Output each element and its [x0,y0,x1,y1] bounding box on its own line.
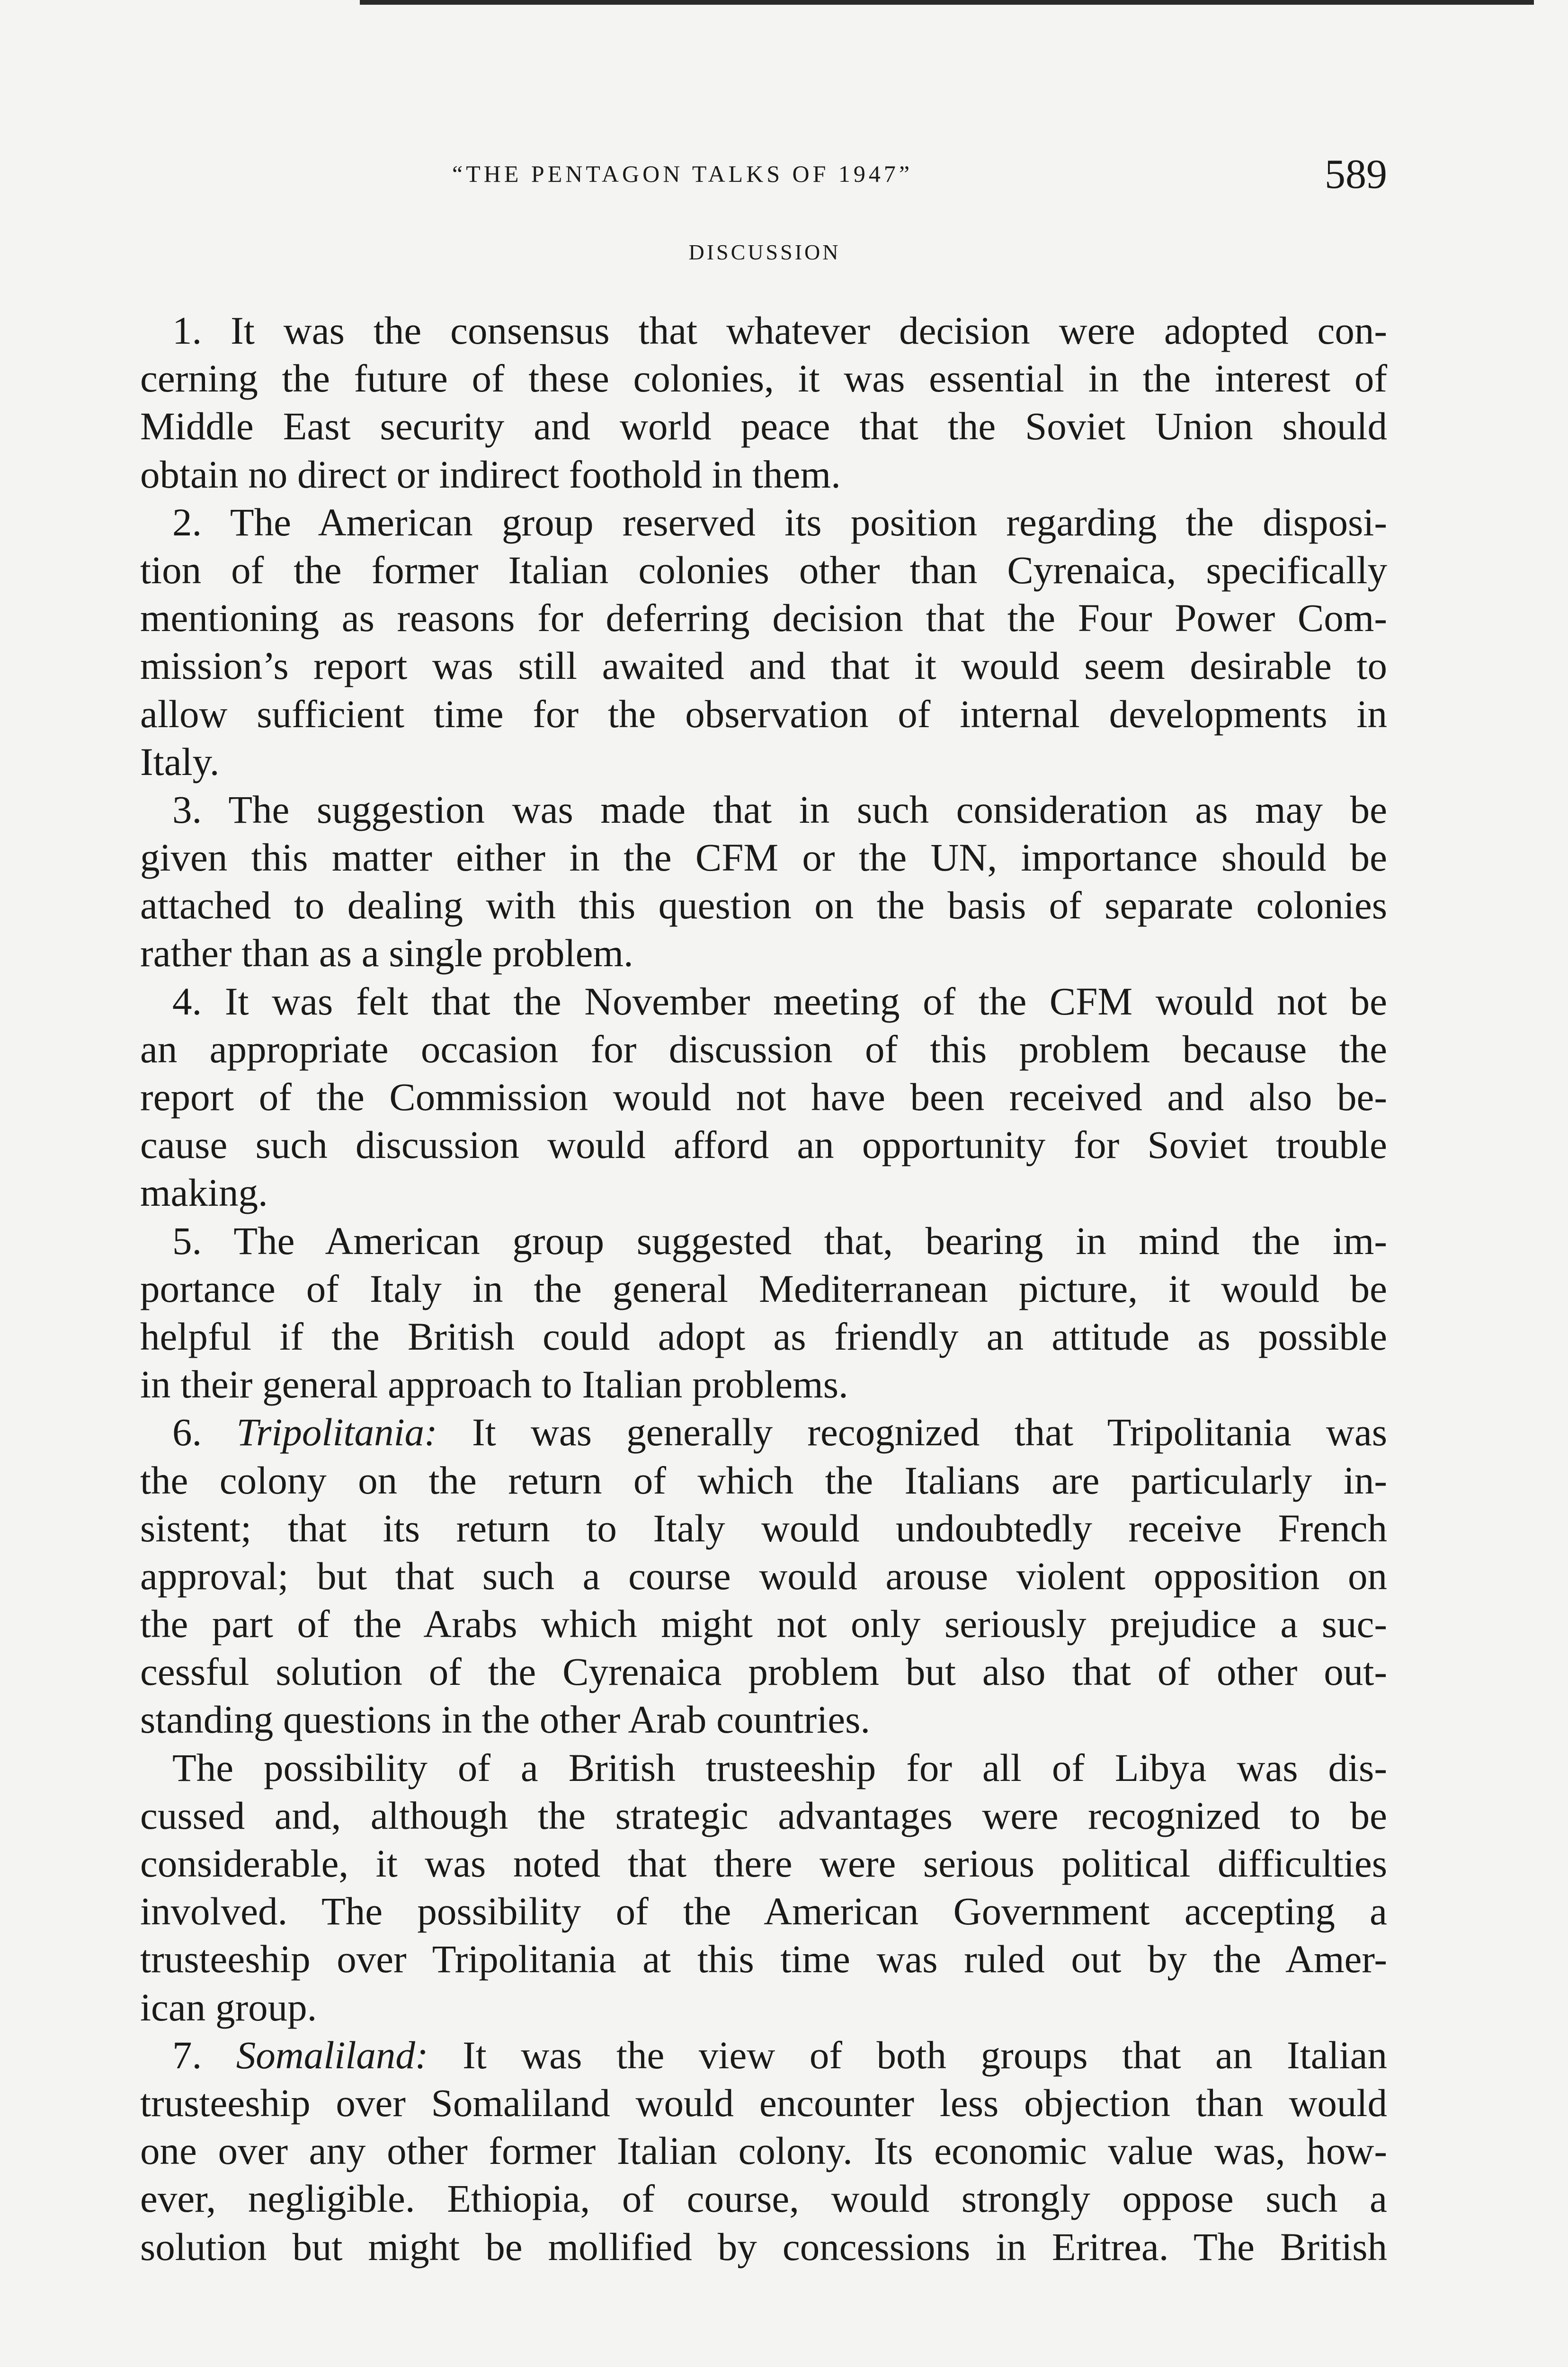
text-line: cessful solution of the Cyrenaica problem but also that of other out- [140,1650,1387,1694]
text-line: attached to dealing with this question on the basis of separate colonies [140,883,1387,927]
text-line: 3. The suggestion was made that in such consideration as may be [172,787,1387,831]
page-number: 589 [1325,151,1387,197]
text-line: cerning the future of these colonies, it was essential in the interest of [140,356,1387,400]
italic-subheading: Tripolitania: [236,1410,437,1454]
section-heading: DISCUSSION [688,240,841,264]
text-line: report of the Commission would not have been received and also be- [140,1075,1387,1119]
text-line: making. [140,1171,268,1215]
text-line: considerable, it was noted that there were serious political difficulties [140,1842,1387,1885]
text-line: cause such discussion would afford an opportunity for Soviet trouble [140,1123,1387,1167]
text-line: solution but might be mollified by concessions in Eritrea. The British [140,2225,1387,2269]
text-line: obtain no direct or indirect foothold in them. [140,452,841,496]
text-line: an appropriate occasion for discussion of this problem because the [140,1027,1387,1071]
text-line: standing questions in the other Arab countries. [140,1698,871,1742]
italic-subheading: Somaliland: [236,2033,428,2077]
text-line: approval; but that such a course would arouse violent opposition on [140,1554,1387,1598]
text-line: trusteeship over Somaliland would encounter less objection than would [140,2081,1387,2125]
running-title: “THE PENTAGON TALKS OF 1947” [452,160,913,187]
text-line: rather than as a single problem. [140,931,633,975]
text-line: 2. The American group reserved its position regarding the disposi- [172,500,1387,544]
text-line: 5. The American group suggested that, bearing in mind the im- [172,1219,1387,1263]
text-line [140,1408,1387,1456]
text-line: Middle East security and world peace that the Soviet Union should [140,404,1387,448]
text-line: mentioning as reasons for deferring decision that the Four Power Com- [140,596,1387,640]
line-number-lead: 7. [172,2033,236,2077]
text-line: trusteeship over Tripolitania at this time was ruled out by the Amer- [140,1937,1387,1981]
text-line: mission’s report was still awaited and that it would seem desirable to [140,644,1387,688]
text-line: 1. It was the consensus that whatever decision were adopted con- [172,309,1387,352]
body-text [140,307,1387,2271]
text-line: the part of the Arabs which might not only seriously prejudice a suc- [140,1602,1387,1646]
top-edge-rule [360,0,1534,5]
text-line: involved. The possibility of the American Government accepting a [140,1889,1387,1933]
text-line [140,2031,1387,2079]
line-text: It was generally recognized that Tripolitania was [437,1410,1387,1454]
text-line: ican group. [140,1985,317,2029]
text-line: Italy. [140,739,220,783]
text-line: given this matter either in the CFM or the UN, importance should be [140,836,1387,880]
text-line: sistent; that its return to Italy would undoubtedly receive French [140,1506,1387,1550]
text-line: the colony on the return of which the Italians are particularly in- [140,1458,1387,1502]
text-line: portance of Italy in the general Mediterranean picture, it would be [140,1266,1387,1310]
text-line: one over any other former Italian colony. Its economic value was, how- [140,2129,1387,2173]
text-line: 4. It was felt that the November meeting of the CFM would not be [172,979,1387,1023]
text-line: tion of the former Italian colonies other than Cyrenaica, specifically [140,548,1387,592]
text-line: The possibility of a British trusteeship for all of Libya was dis- [172,1745,1387,1789]
running-head [0,151,1387,198]
text-line: in their general approach to Italian problems. [140,1362,848,1406]
text-line: allow sufficient time for the observation of internal developments in [140,692,1387,736]
text-line: ever, negligible. Ethiopia, of course, would strongly oppose such a [140,2177,1387,2221]
text-line: helpful if the British could adopt as friendly an attitude as possible [140,1314,1387,1358]
text-line: cussed and, although the strategic advantages were recognized to be [140,1793,1387,1837]
line-text: It was the view of both groups that an Italian [428,2033,1387,2077]
line-number-lead: 6. [172,1410,237,1454]
